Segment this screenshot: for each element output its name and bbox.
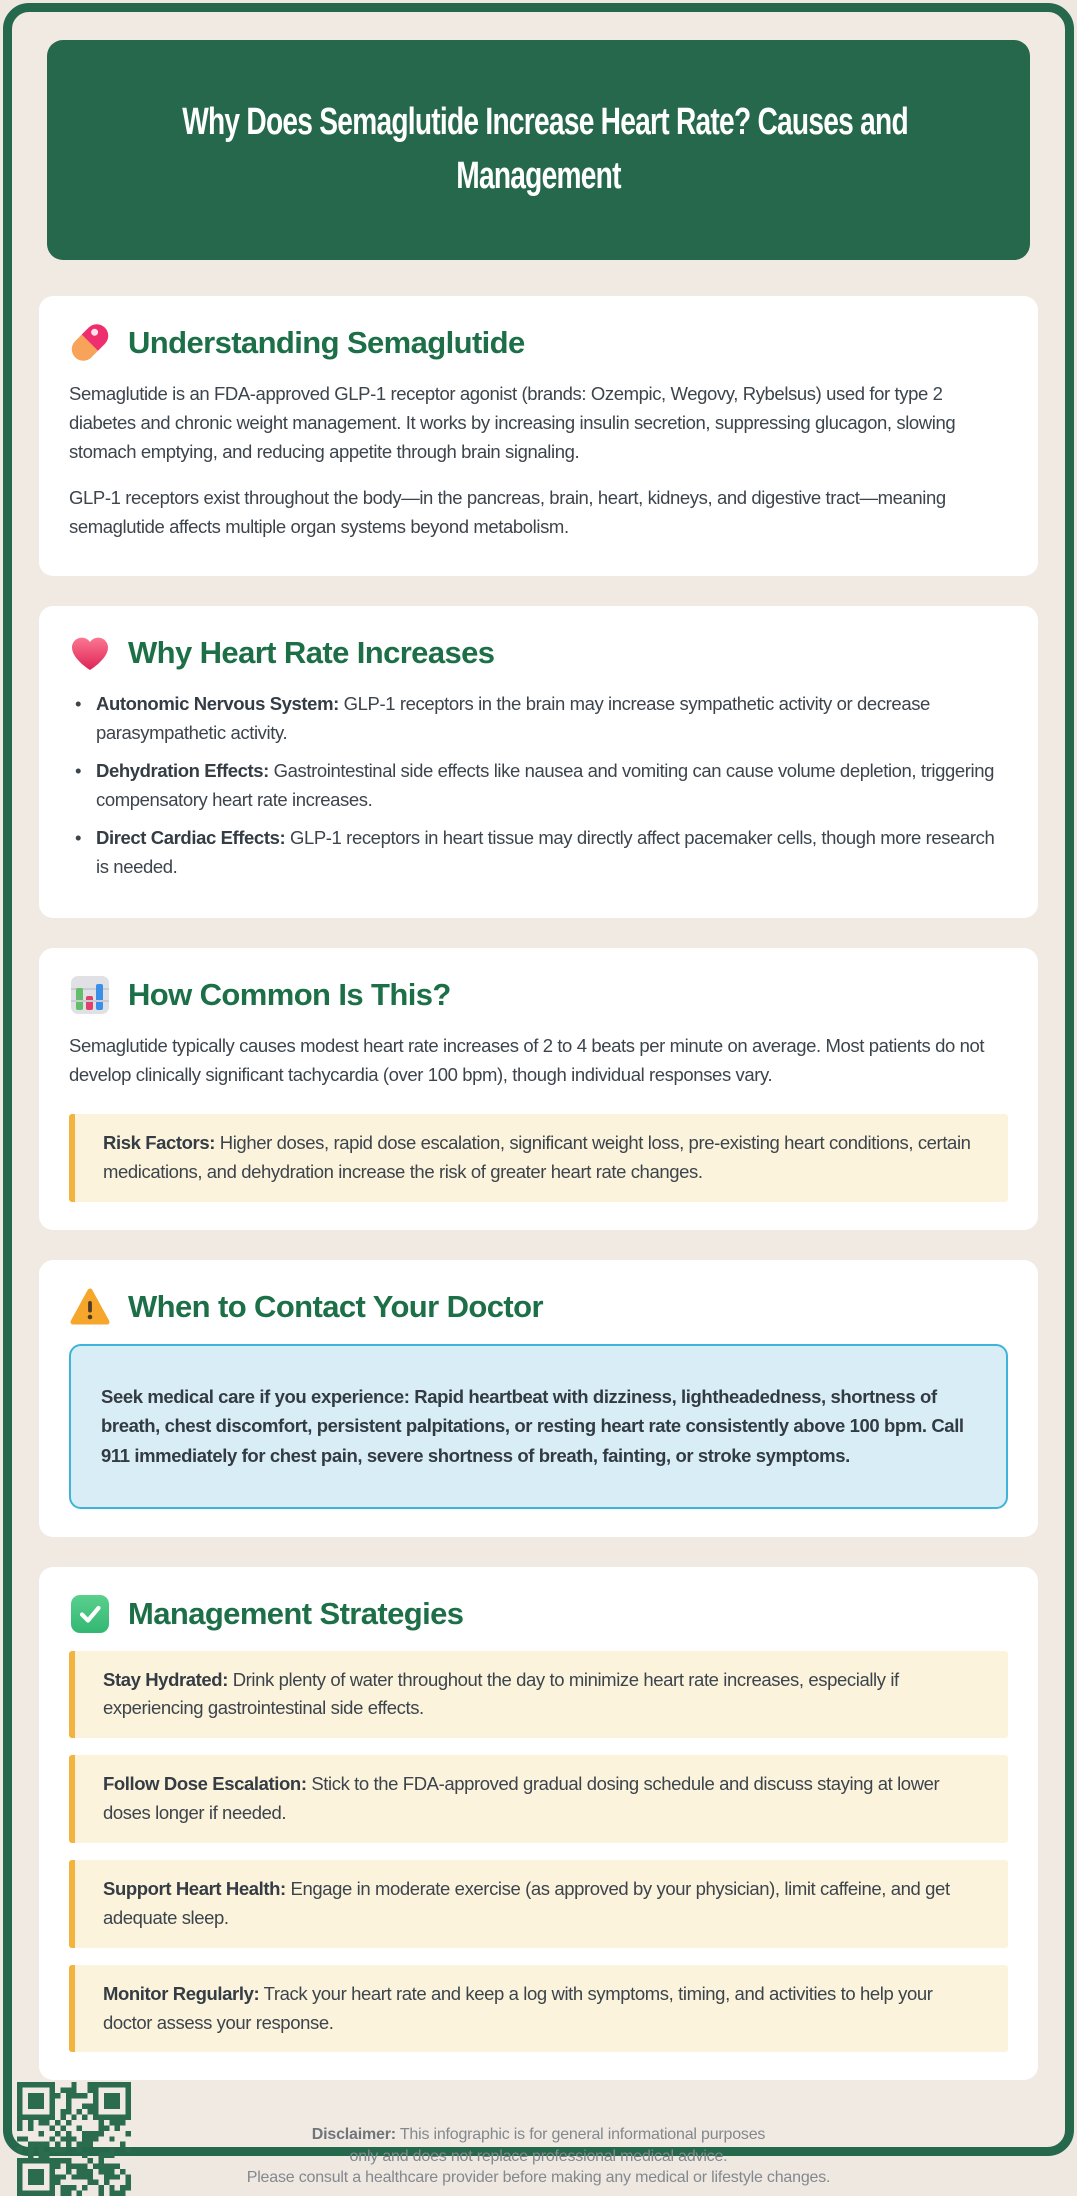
list-item: • Direct Cardiac Effects: GLP-1 receptors in heart tissue may directly affect pacemaker cells, though more research is needed. xyxy=(69,824,1008,882)
page-title xyxy=(182,96,908,204)
section-heading xyxy=(69,1593,1008,1635)
section-title: How Common Is This? xyxy=(128,977,451,1013)
card-contact-doctor xyxy=(39,1260,1038,1537)
emergency-alert-callout: Seek medical care if you experience: Rapid heartbeat with dizziness, lightheadedness, shortness of breath, chest discomfort, persistent palpitations, or resting heart rate consistently above 100 bpm. Call 911 immediately for chest pain, severe shortness of breath, fainting, or stroke symptoms. xyxy=(69,1344,1008,1509)
pill-icon xyxy=(69,322,111,364)
risk-factors-callout: Risk Factors: Higher doses, rapid dose escalation, significant weight loss, pre-existing heart conditions, certain medications, and dehydration increase the risk of greater heart rate changes. xyxy=(69,1114,1008,1202)
card-management-strategies xyxy=(39,1567,1038,2081)
list-item: • Dehydration Effects: Gastrointestinal side effects like nausea and vomiting can cause volume depletion, triggering compensatory heart rate increases. xyxy=(69,757,1008,815)
paragraph: Semaglutide is an FDA-approved GLP-1 receptor agonist (brands: Ozempic, Wegovy, Rybelsus) used for type 2 diabetes and chronic weight management. It works by increasing insulin secretion, suppressing glucagon, slowing stomach emptying, and reducing appetite through brain signaling. xyxy=(69,382,956,462)
page-title-line-1: Why Does Semaglutide Increase Heart Rate? Causes and xyxy=(182,101,908,143)
strategy-callout-heart-health: Support Heart Health: Engage in moderate exercise (as approved by your physician), limit caffeine, and get adequate sleep. xyxy=(69,1860,1008,1948)
check-icon xyxy=(69,1593,111,1635)
bar-chart-icon xyxy=(69,974,111,1016)
strategy-callout-dose-escalation: Follow Dose Escalation: Stick to the FDA-approved gradual dosing schedule and discuss staying at lower doses longer if needed. xyxy=(69,1755,1008,1843)
section-title: When to Contact Your Doctor xyxy=(128,1288,543,1324)
disclaimer-text: Disclaimer: This infographic is for general informational purposes only and does not replace professional medical advice. Please consult a healthcare provider before making any medical or lifestyle changes. xyxy=(246,2126,831,2186)
paragraph: Semaglutide typically causes modest heart rate increases of 2 to 4 beats per minute on average. Most patients do not develop clinically significant tachycardia (over 100 bpm), though individual responses vary. xyxy=(69,1035,985,1086)
section-title: Understanding Semaglutide xyxy=(128,324,525,360)
paragraph: GLP-1 receptors exist throughout the body—in the pancreas, brain, heart, kidneys, and digestive tract—meaning semaglutide affects multiple organ systems beyond metabolism. xyxy=(69,487,946,538)
strategy-callout-monitor: Monitor Regularly: Track your heart rate and keep a log with symptoms, timing, and activities to help your doctor assess your response. xyxy=(69,1965,1008,2053)
warning-icon xyxy=(69,1286,111,1328)
qr-code xyxy=(17,2082,131,2196)
footer xyxy=(39,2094,1038,2188)
section-heading xyxy=(69,632,1008,674)
card-why-heart-rate-increases xyxy=(39,606,1038,918)
card-how-common xyxy=(39,948,1038,1229)
section-heading xyxy=(69,1286,1008,1328)
page-title-line-2: Management xyxy=(456,154,621,197)
bullet-list xyxy=(69,690,1008,881)
infographic-header xyxy=(47,40,1030,260)
card-understanding-semaglutide xyxy=(39,296,1038,576)
list-item: • Autonomic Nervous System: GLP-1 receptors in the brain may increase sympathetic activity or decrease parasympathetic activity. xyxy=(69,690,1008,748)
section-title: Management Strategies xyxy=(128,1595,464,1631)
page-frame xyxy=(3,3,1074,2186)
heart-icon xyxy=(69,632,111,674)
section-heading xyxy=(69,322,1008,364)
section-title: Why Heart Rate Increases xyxy=(128,635,495,671)
strategy-callout-stay-hydrated: Stay Hydrated: Drink plenty of water throughout the day to minimize heart rate increases, especially if experiencing gastrointestinal side effects. xyxy=(69,1651,1008,1739)
section-heading xyxy=(69,974,1008,1016)
